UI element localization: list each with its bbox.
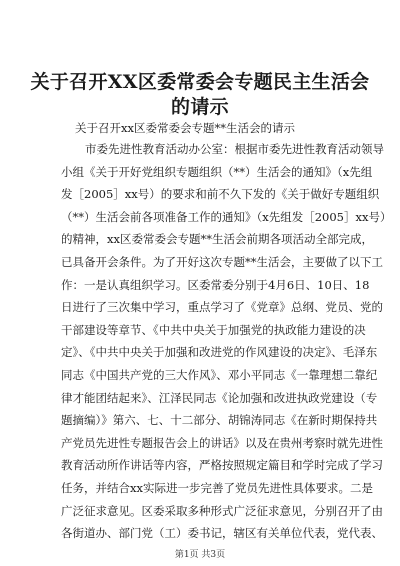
body-line: 同志《中国共产党的三大作风》、邓小平同志《一靠理想二靠纪 (61, 367, 378, 382)
body-line: 题摘编）》第六、七、十二部分、胡锦涛同志《在新时期保持共 (61, 413, 378, 428)
document-title: 关于召开XX区委常委会专题民主生活会的请示 (30, 71, 370, 118)
body-line: 发［2005］xx号）的要求和前不久下发的《关于做好专题组织 (61, 187, 380, 202)
body-line: 各街道办、部门党（工）委书记，辖区有关单位代表，党代表、 (61, 526, 383, 541)
body-line: 作：一是认真组织学习。区委常委分别于4月6日、10日、18 (61, 277, 370, 292)
body-line: 律才能团结起来》、江泽民同志《论加强和改进执政党建设（专 (61, 390, 378, 405)
body-line: 干部建设等章节、《中共中央关于加强党的执政能力建设的决 (61, 322, 366, 337)
body-line: 定》、《中共中央关于加强和改进党的作风建设的决定》、毛泽东 (61, 345, 378, 360)
body-line: 广泛征求意见。区委采取多种形式广泛征求意见，分别召开了由 (61, 503, 383, 518)
body-line: 日进行了三次集中学习，重点学习了《党章》总纲、党员、党的 (61, 300, 383, 315)
body-line: （**）生活会前各项准备工作的通知》（x先组发［2005］xx号） (61, 209, 392, 224)
document-subtitle: 关于召开xx区委常委会专题**生活会的请示 (75, 121, 295, 135)
body-line: 产党员先进性专题报告会上的讲话》以及在贵州考察时就先进性 (61, 435, 383, 450)
body-line: 的精神，xx区委常委会专题**生活会前期各项活动全部完成， (61, 232, 373, 247)
body-line: 已具备开会条件。为了开好这次专题**生活会，主要做了以下工 (61, 254, 383, 269)
body-line: 市委先进性教育活动办公室：根据市委先进性教育活动领导 (85, 142, 384, 156)
body-line: 教育活动所作讲话等内容，严格按照规定篇目和学时完成了学习 (61, 458, 383, 473)
page-footer: 第1页 共3页 (174, 550, 226, 560)
body-line: 小组《关于开好党组织专题组织（**）生活会的通知》（x先组 (61, 164, 373, 179)
document-body (61, 138, 392, 545)
body-line: 任务，并结合xx实际进一步完善了党员先进性具体要求。二是 (61, 480, 373, 495)
